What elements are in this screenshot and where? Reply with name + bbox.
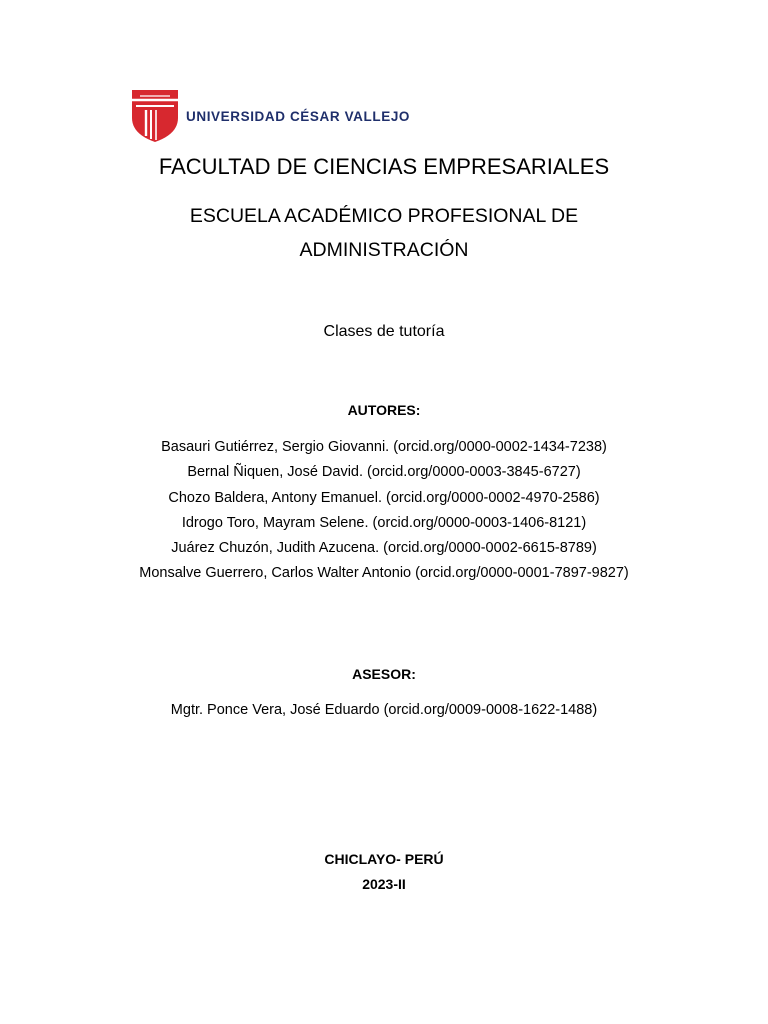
author-item: Juárez Chuzón, Judith Azucena. (orcid.org/0000-0002-6615-8789): [171, 540, 597, 557]
advisor-name: Mgtr. Ponce Vera, José Eduardo (orcid.org/0009-0008-1622-1488): [170, 702, 598, 718]
document-topic: Clases de tutoría: [323, 323, 445, 340]
location-text: CHICLAYO- PERÚ: [324, 851, 444, 867]
university-name: UNIVERSIDAD CÉSAR VALLEJO: [186, 108, 411, 124]
authors-heading: AUTORES:: [347, 402, 421, 418]
advisor-heading: ASESOR:: [352, 666, 416, 682]
authors-list: [0, 435, 768, 587]
ucv-shield-icon: [132, 90, 178, 142]
school-title-line-2: ADMINISTRACIÓN: [299, 239, 469, 261]
faculty-title: FACULTAD DE CIENCIAS EMPRESARIALES: [158, 154, 610, 179]
author-item: Bernal Ñiquen, José David. (orcid.org/0000-0003-3845-6727): [187, 464, 581, 481]
author-item: Basauri Gutiérrez, Sergio Giovanni. (orcid.org/0000-0002-1434-7238): [161, 439, 607, 455]
author-item: Monsalve Guerrero, Carlos Walter Antonio (orcid.org/0000-0001-7897-9827): [139, 565, 629, 582]
author-item: Idrogo Toro, Mayram Selene. (orcid.org/0000-0003-1406-8121): [181, 514, 587, 531]
university-logo: [132, 90, 410, 142]
term-text: 2023-II: [362, 876, 406, 892]
school-title-line-1: ESCUELA ACADÉMICO PROFESIONAL DE: [189, 205, 579, 227]
author-item: Chozo Baldera, Antony Emanuel. (orcid.org/0000-0002-4970-2586): [168, 489, 600, 506]
school-title: [0, 199, 768, 267]
